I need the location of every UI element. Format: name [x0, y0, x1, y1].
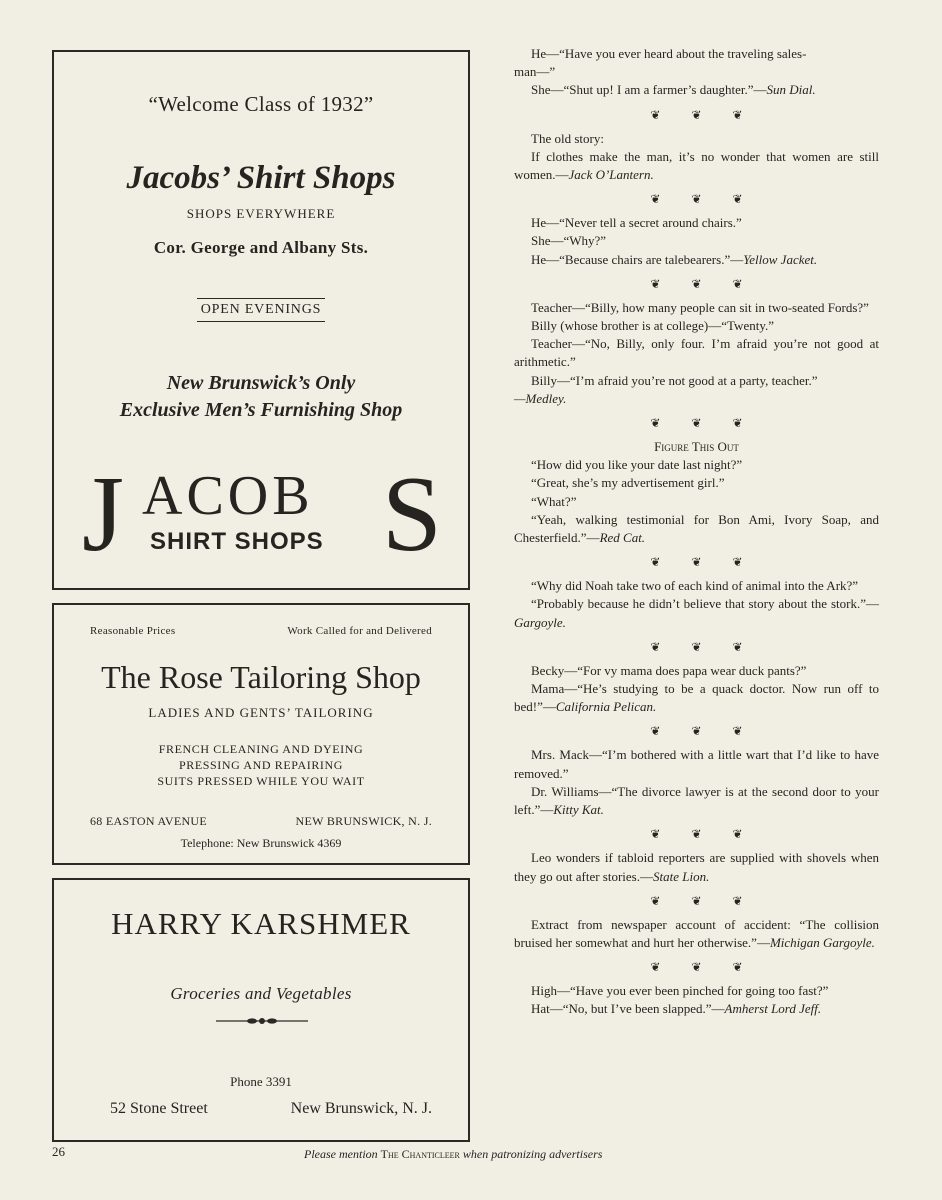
separator-ornament-icon: ❦ ❦ ❦	[650, 960, 757, 975]
joke-source: Jack O’Lantern.	[568, 167, 654, 183]
joke-text: “Yeah, walking testimonial for Bon Ami, Ivory Soap, and Chesterfield.”—	[514, 511, 879, 546]
joke-text: Dr. Williams—“The divorce lawyer is at the second door to your left.”—	[514, 783, 879, 818]
joke-source: Yellow Jacket.	[743, 251, 818, 267]
rose-service-2: PRESSING AND REPAIRING	[178, 758, 344, 772]
joke-line: Billy (whose brother is at college)—“Twenty.”	[531, 318, 775, 334]
joke-line	[514, 916, 879, 952]
joke-line: Teacher—“Billy, how many people can sit in two-seated Fords?”	[531, 299, 869, 315]
joke-5	[514, 438, 879, 547]
logo-shirt-shops: SHIRT SHOPS	[150, 528, 324, 555]
joke-line: Teacher—“No, Billy, only four. I’m afraid you’re not good at arithmetic.”	[514, 336, 879, 370]
jokes-column	[514, 45, 879, 1019]
joke-line: He—“Have you ever heard about the traveling sales-	[531, 46, 807, 61]
rose-city: NEW BRUNSWICK, N. J.	[295, 814, 432, 828]
joke-7	[514, 662, 879, 717]
rose-telephone: Telephone: New Brunswick 4369	[180, 836, 342, 850]
rose-tailoring-ad	[52, 603, 470, 865]
logo-letter-j: J	[82, 455, 125, 574]
jacobs-title: Jacobs’ Shirt Shops	[126, 160, 396, 196]
joke-1	[514, 45, 879, 100]
joke-line	[514, 251, 879, 269]
joke-line	[514, 511, 879, 547]
joke-line	[514, 680, 879, 716]
work-called-for: Work Called for and Delivered	[287, 625, 432, 637]
joke-line: The old story:	[531, 130, 604, 146]
magazine-name: The Chanticleer	[380, 1147, 460, 1161]
joke-6	[514, 577, 879, 632]
joke-line: Billy—“I’m afraid you’re not good at a party, teacher.”	[531, 372, 818, 388]
joke-line	[514, 595, 879, 631]
karshmer-address: 52 Stone Street	[110, 1100, 208, 1117]
page-number: 26	[52, 1144, 65, 1159]
karshmer-city: New Brunswick, N. J.	[290, 1100, 432, 1117]
joke-line: “What?”	[531, 493, 577, 509]
joke-source: California Pelican.	[555, 699, 657, 715]
shops-everywhere: SHOPS EVERYWHERE	[186, 206, 336, 221]
joke-source: Kitty Kat.	[553, 802, 604, 818]
welcome-line: “Welcome Class of 1932”	[148, 92, 374, 116]
rose-top-row	[90, 625, 432, 637]
joke-text: Extract from newspaper account of accident: “The collision bruised her somewhat and hurt her otherwise.”—	[514, 916, 879, 950]
joke-line: She—“Why?”	[531, 233, 607, 249]
separator-ornament-icon: ❦ ❦ ❦	[650, 639, 757, 654]
rose-title: The Rose Tailoring Shop	[101, 659, 421, 695]
karshmer-phone: Phone 3391	[230, 1074, 292, 1089]
joke-line: High—“Have you ever been pinched for going too fast?”	[531, 983, 829, 999]
joke-text: Hat—“No, but I’ve been slapped.”—	[531, 1001, 725, 1017]
joke-source: Michigan Gargoyle.	[769, 934, 875, 950]
footer-note	[304, 1147, 602, 1162]
rose-service-1: FRENCH CLEANING AND DYEING	[158, 742, 364, 756]
separator-ornament-icon: ❦ ❦ ❦	[650, 893, 757, 908]
joke-line	[514, 148, 879, 184]
joke-text: “Probably because he didn’t believe that story about the stork.”—	[531, 596, 879, 612]
tagline-line-1: New Brunswick’s Only	[166, 372, 356, 394]
joke-text: Mama—“He’s studying to be a quack doctor. Now run off to bed!”—	[514, 681, 879, 715]
jacobs-logo	[82, 455, 442, 574]
rose-address: 68 EASTON AVENUE	[90, 814, 208, 828]
separator-ornament-icon: ❦ ❦ ❦	[650, 724, 757, 739]
joke-line	[514, 81, 879, 99]
jacobs-address: Cor. George and Albany Sts.	[153, 238, 369, 257]
karshmer-title: HARRY KARSHMER	[111, 906, 411, 941]
karshmer-address-row	[110, 1100, 432, 1118]
open-evenings-label: OPEN EVENINGS	[197, 298, 325, 322]
joke-line	[514, 783, 879, 819]
joke-10	[514, 916, 879, 952]
separator-ornament-icon: ❦ ❦ ❦	[650, 555, 757, 570]
footer-post: when patronizing advertisers	[459, 1147, 603, 1161]
joke-9	[514, 849, 879, 885]
joke-4	[514, 299, 879, 408]
joke-line	[514, 849, 879, 885]
open-evenings	[54, 298, 468, 322]
joke-line: “How did you like your date last night?”	[531, 457, 743, 473]
joke-text: He—“Because chairs are talebearers.”—	[531, 251, 744, 267]
joke-11	[514, 982, 879, 1018]
joke-line: He—“Never tell a secret around chairs.”	[531, 215, 742, 231]
joke-source: State Lion.	[653, 868, 710, 884]
jacobs-ad	[52, 50, 470, 590]
joke-source: Gargoyle.	[514, 614, 566, 630]
joke-text: She—“Shut up! I am a farmer’s daughter.”—	[531, 82, 767, 98]
reasonable-prices: Reasonable Prices	[90, 625, 176, 637]
tagline-line-2: Exclusive Men’s Furnishing Shop	[119, 399, 403, 421]
joke-line: “Why did Noah take two of each kind of animal into the Ark?”	[531, 578, 859, 594]
joke-3	[514, 214, 879, 269]
joke-line	[514, 1000, 879, 1018]
rose-service-3: SUITS PRESSED WHILE YOU WAIT	[157, 774, 365, 788]
joke-source: Amherst Lord Jeff.	[724, 1001, 822, 1017]
footer-pre: Please mention	[304, 1147, 381, 1161]
separator-ornament-icon: ❦ ❦ ❦	[650, 416, 757, 431]
joke-text: If clothes make the man, it’s no wonder that women are still women.—	[514, 148, 879, 183]
ornament-rule-icon	[214, 1016, 310, 1026]
joke-source: Sun Dial.	[766, 82, 816, 98]
karshmer-ad	[52, 878, 470, 1142]
joke-source: —Medley.	[514, 390, 567, 406]
separator-ornament-icon: ❦ ❦ ❦	[650, 107, 757, 122]
joke-text: Leo wonders if tabloid reporters are supplied with shovels when they go out after stories.—	[514, 850, 879, 884]
separator-ornament-icon: ❦ ❦ ❦	[650, 827, 757, 842]
logo-letter-s: S	[381, 455, 442, 574]
separator-ornament-icon: ❦ ❦ ❦	[650, 192, 757, 207]
joke-line: Becky—“For vy mama does papa wear duck pants?”	[531, 662, 807, 678]
karshmer-subtitle: Groceries and Vegetables	[170, 984, 352, 1003]
joke-8	[514, 746, 879, 819]
joke-line: man—”	[514, 64, 556, 80]
separator-ornament-icon: ❦ ❦ ❦	[650, 276, 757, 291]
joke-source: Red Cat.	[599, 530, 646, 546]
logo-acob: ACOB	[142, 465, 314, 527]
joke-heading: Figure This Out	[654, 439, 739, 455]
joke-line: Mrs. Mack—“I’m bothered with a little wart that I’d like to have removed.”	[514, 747, 879, 781]
rose-address-row	[90, 814, 432, 829]
joke-line: “Great, she’s my advertisement girl.”	[531, 475, 725, 491]
joke-2	[514, 130, 879, 185]
rose-subtitle: LADIES AND GENTS’ TAILORING	[148, 705, 374, 720]
